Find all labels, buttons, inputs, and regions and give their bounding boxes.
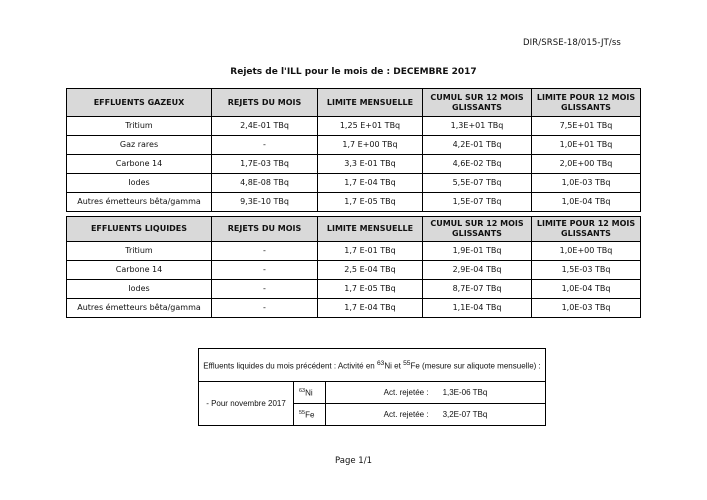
table-row bbox=[67, 261, 641, 280]
isotope-cell bbox=[294, 404, 326, 426]
table-cell: Carbone 14 bbox=[67, 155, 212, 174]
table-row bbox=[67, 299, 641, 318]
document-title: Rejets de l'ILL pour le mois de : DECEMBRE 2017 bbox=[230, 67, 477, 77]
table-cell: 1,5E-03 TBq bbox=[532, 261, 641, 280]
table-cell: 1,0E-03 TBq bbox=[532, 174, 641, 193]
table-cell: 4,6E-02 TBq bbox=[423, 155, 532, 174]
activity-cell bbox=[326, 404, 546, 426]
isotope-mass-number: 63 bbox=[376, 360, 385, 368]
table-cell: 5,5E-07 TBq bbox=[423, 174, 532, 193]
note-header-text: et bbox=[391, 361, 404, 371]
table-row bbox=[67, 155, 641, 174]
isotope-mass-number: 55 bbox=[403, 360, 411, 368]
table-cell: 2,5 E-04 TBq bbox=[318, 261, 423, 280]
activity-value: 3,2E-07 TBq bbox=[442, 410, 488, 419]
table-cell: 2,9E-04 TBq bbox=[423, 261, 532, 280]
table-header-row bbox=[67, 217, 641, 242]
table-cell: Iodes bbox=[67, 174, 212, 193]
isotope-mass-number: 63 bbox=[299, 387, 306, 394]
column-header: LIMITE POUR 12 MOIS GLISSANTS bbox=[532, 89, 641, 117]
activity-value: 1,3E-06 TBq bbox=[442, 388, 488, 397]
isotope-symbol: Ni bbox=[305, 388, 313, 398]
note-header-text: Effluents liquides du mois précédent : Activité en bbox=[203, 361, 377, 371]
table-row bbox=[67, 117, 641, 136]
table-cell: 1,3E+01 TBq bbox=[423, 117, 532, 136]
table-cell: 8,7E-07 TBq bbox=[423, 280, 532, 299]
table-cell: 1,7 E-04 TBq bbox=[318, 299, 423, 318]
isotope-symbol: Fe bbox=[305, 410, 315, 420]
table-header-row bbox=[67, 89, 641, 117]
table-cell: 1,7E-03 TBq bbox=[212, 155, 318, 174]
table-cell: 1,9E-01 TBq bbox=[423, 242, 532, 261]
page-number: Page 1/1 bbox=[335, 456, 372, 466]
table-cell: 2,0E+00 TBq bbox=[532, 155, 641, 174]
table-cell: 1,0E-04 TBq bbox=[532, 280, 641, 299]
table-cell: Iodes bbox=[67, 280, 212, 299]
isotope-cell bbox=[294, 382, 326, 404]
table-cell: 1,7 E-05 TBq bbox=[318, 280, 423, 299]
gaseous-effluents-table bbox=[66, 88, 641, 212]
document-reference: DIR/SRSE-18/015-JT/ss bbox=[523, 38, 621, 48]
table-cell: 1,1E-04 TBq bbox=[423, 299, 532, 318]
table-cell: 1,0E+00 TBq bbox=[532, 242, 641, 261]
table-cell: 1,5E-07 TBq bbox=[423, 193, 532, 212]
previous-month-liquid-effluents-table bbox=[198, 348, 546, 426]
table-cell: 4,2E-01 TBq bbox=[423, 136, 532, 155]
table-cell: 4,8E-08 TBq bbox=[212, 174, 318, 193]
table-cell: 1,0E-04 TBq bbox=[532, 193, 641, 212]
table-cell: 7,5E+01 TBq bbox=[532, 117, 641, 136]
table-cell: 1,7 E+00 TBq bbox=[318, 136, 423, 155]
note-header-text: (mesure sur aliquote mensuelle) : bbox=[419, 361, 541, 371]
table-cell: 1,7 E-01 TBq bbox=[318, 242, 423, 261]
isotope-symbol: Fe bbox=[410, 361, 420, 371]
table-cell: - bbox=[212, 261, 318, 280]
column-header: REJETS DU MOIS bbox=[212, 89, 318, 117]
table-cell: 3,3 E-01 TBq bbox=[318, 155, 423, 174]
table-cell: - bbox=[212, 136, 318, 155]
column-header: EFFLUENTS GAZEUX bbox=[67, 89, 212, 117]
table-cell: Gaz rares bbox=[67, 136, 212, 155]
column-header: CUMUL SUR 12 MOIS GLISSANTS bbox=[423, 89, 532, 117]
table-cell: 1,0E-03 TBq bbox=[532, 299, 641, 318]
table-cell: 1,0E+01 TBq bbox=[532, 136, 641, 155]
table-cell: 1,7 E-05 TBq bbox=[318, 193, 423, 212]
table-row bbox=[67, 136, 641, 155]
column-header: LIMITE MENSUELLE bbox=[318, 89, 423, 117]
note-header bbox=[199, 349, 546, 382]
isotope-mass-number: 55 bbox=[299, 409, 306, 416]
table-row bbox=[67, 193, 641, 212]
column-header: CUMUL SUR 12 MOIS GLISSANTS bbox=[423, 217, 532, 242]
table-cell: Autres émetteurs bêta/gamma bbox=[67, 193, 212, 212]
table-cell: Tritium bbox=[67, 117, 212, 136]
activity-label: Act. rejetée : bbox=[383, 410, 429, 419]
table-cell: 9,3E-10 TBq bbox=[212, 193, 318, 212]
table-cell: - bbox=[212, 280, 318, 299]
table-cell: 1,7 E-04 TBq bbox=[318, 174, 423, 193]
column-header: LIMITE MENSUELLE bbox=[318, 217, 423, 242]
column-header: LIMITE POUR 12 MOIS GLISSANTS bbox=[532, 217, 641, 242]
isotope-symbol: Ni bbox=[384, 361, 392, 371]
column-header: REJETS DU MOIS bbox=[212, 217, 318, 242]
table-cell: - bbox=[212, 242, 318, 261]
table-row bbox=[67, 280, 641, 299]
activity-label: Act. rejetée : bbox=[383, 388, 429, 397]
liquid-effluents-table bbox=[66, 216, 641, 318]
period-label: - Pour novembre 2017 bbox=[199, 382, 294, 426]
table-cell: 1,25 E+01 TBq bbox=[318, 117, 423, 136]
column-header: EFFLUENTS LIQUIDES bbox=[67, 217, 212, 242]
table-cell: Autres émetteurs bêta/gamma bbox=[67, 299, 212, 318]
activity-cell bbox=[326, 382, 546, 404]
table-row bbox=[67, 242, 641, 261]
table-cell: Carbone 14 bbox=[67, 261, 212, 280]
table-row bbox=[67, 174, 641, 193]
table-cell: - bbox=[212, 299, 318, 318]
table-cell: 2,4E-01 TBq bbox=[212, 117, 318, 136]
table-cell: Tritium bbox=[67, 242, 212, 261]
